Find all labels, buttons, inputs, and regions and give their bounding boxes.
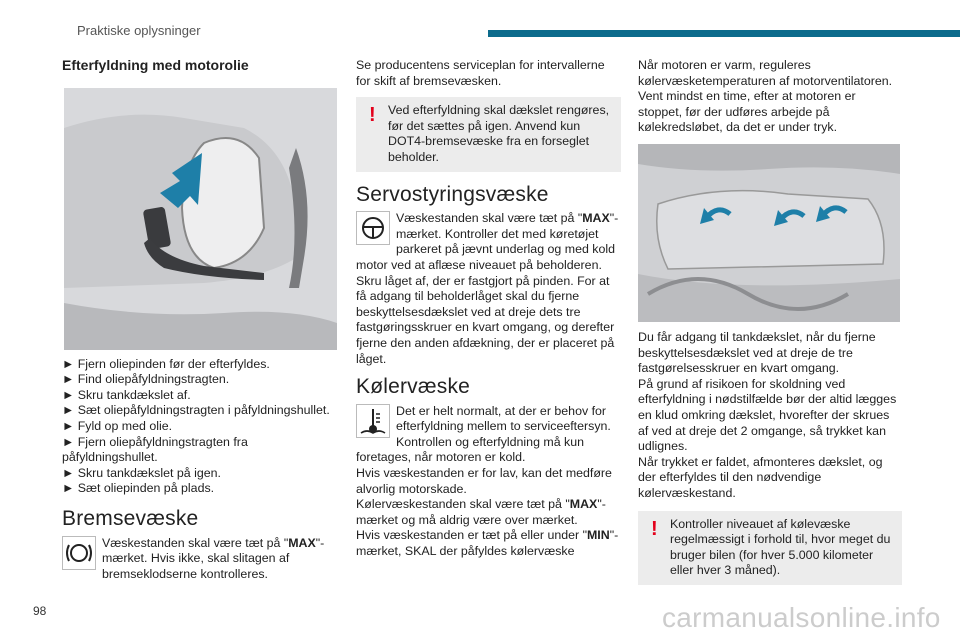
list-item: ► Fjern oliepinden før der efterfyldes. <box>62 356 270 371</box>
steering-wheel-icon <box>356 211 390 245</box>
page-number: 98 <box>33 604 47 618</box>
list-item: ► Fjern oliepåfyldningstragten fra påfyldningshullet. <box>62 434 248 465</box>
list-item: ► Find oliepåfyldningstragten. <box>62 372 230 387</box>
scald-text: På grund af risikoen for skoldning ved efterfyldning i nødstilfælde bør der altid lægges en klud omkring dækslet, hvorefter der skrues af ved at dreje det 2 omgange, så trykket kan udlignes. <box>638 376 897 454</box>
list-item: ► Sæt oliepinden på plads. <box>62 481 215 496</box>
brake-service-text: Se producentens serviceplan for intervallerne for skift af bremsevæsken. <box>356 58 605 88</box>
engine-oil-illustration <box>64 88 337 350</box>
coolant-reservoir-illustration <box>638 144 900 322</box>
access-text: Du får adgang til tankdækslet, når du fjerne beskyttelsesdækslet ved at dreje de tre fastgørelsesskruer en kvart omgang. <box>638 329 876 376</box>
max-mark: MAX <box>569 497 598 512</box>
watermark: carmanualsonline.info <box>662 602 941 633</box>
coolant-heading: Kølervæske <box>356 375 471 399</box>
min-mark: MIN <box>586 528 610 543</box>
max-mark: MAX <box>288 535 316 550</box>
steering-heading: Servostyringsvæske <box>356 182 549 206</box>
warning-exclamation-icon: ! <box>369 104 376 127</box>
oil-steps-list <box>62 357 338 497</box>
list-item: ► Skru tankdækslet på igen. <box>62 465 221 480</box>
oil-filler-photo <box>64 88 337 350</box>
brake-heading: Bremsevæske <box>62 506 199 530</box>
warning-box: ! Kontroller niveauet af kølevæske regelmæssigt i forhold til, hvor meget du bruger bilen (for hver 5.000 kilometer eller hver 3 måned). <box>638 511 902 585</box>
column-1 <box>62 58 338 582</box>
list-item: ► Fyld op med olie. <box>62 418 173 433</box>
oil-heading: Efterfyldning med motorolie <box>62 57 249 73</box>
coolant-paragraph: Det er helt normalt, at der er behov for efterfyldning mellem to serviceeftersyn. Kontrollen og efterfyldning må kun foretages, når motoren er kold. Hvis væskestanden er for lav, kan det medføre alvorlig motorskade. Kølervæskestanden skal være tæt på "MAX"-mærket og må aldrig være over mærket. Hvis væskestanden er tæt på eller under "MIN"-mærket, SKAL der påfyldes kølervæske <box>356 403 619 559</box>
hot-engine-text: Når motoren er varm, reguleres kølervæsketemperaturen af motorventilatoren. Vent mindst en time, efter at motoren er stoppet, før der udføres arbejde på kølekredsløbet, da det er under tryk. <box>638 58 893 135</box>
section-title: Praktiske oplysninger <box>77 23 201 38</box>
column-2 <box>356 58 621 560</box>
brake-paragraph: Væskestanden skal være tæt på "MAX"-mærket. Hvis ikke, skal slitagen af bremseklodserne kontrolleres. <box>62 536 338 583</box>
max-mark: MAX <box>582 211 610 226</box>
list-item: ► Sæt oliepåfyldningstragten i påfyldningshullet. <box>62 403 330 418</box>
header-accent-bar <box>488 30 960 37</box>
steering-paragraph: Væskestanden skal være tæt på "MAX"-mærket. Kontroller det med køretøjet parkeret på jævnt underlag og med kold motor ved at aflæse niveauet på beholderen. Skru låget af, der er fastgjort på pinden. For at få adgang til beholderlåget skal du fjerne beskyttelsesdækslet ved at dreje dets tre fastgøringsskruer en kvart omgang, og derefter fjerne den anden afdækning, der er placeret på låget. <box>356 211 619 366</box>
coolant-reservoir-photo <box>638 144 900 322</box>
warning-box: ! Ved efterfyldning skal dækslet rengøres, før det sættes på igen. Anvend kun DOT4-bremsevæske fra en forseglet beholder. <box>356 97 621 171</box>
warning-exclamation-icon: ! <box>651 517 658 540</box>
coolant-temperature-icon <box>356 404 390 438</box>
list-item: ► Skru tankdækslet af. <box>62 387 191 402</box>
column-3 <box>638 58 902 585</box>
brake-fluid-icon <box>62 536 96 570</box>
refill-text: Når trykket er faldet, afmonteres dækslet, og der efterfyldes til den nødvendige kølervæskestand. <box>638 454 883 500</box>
